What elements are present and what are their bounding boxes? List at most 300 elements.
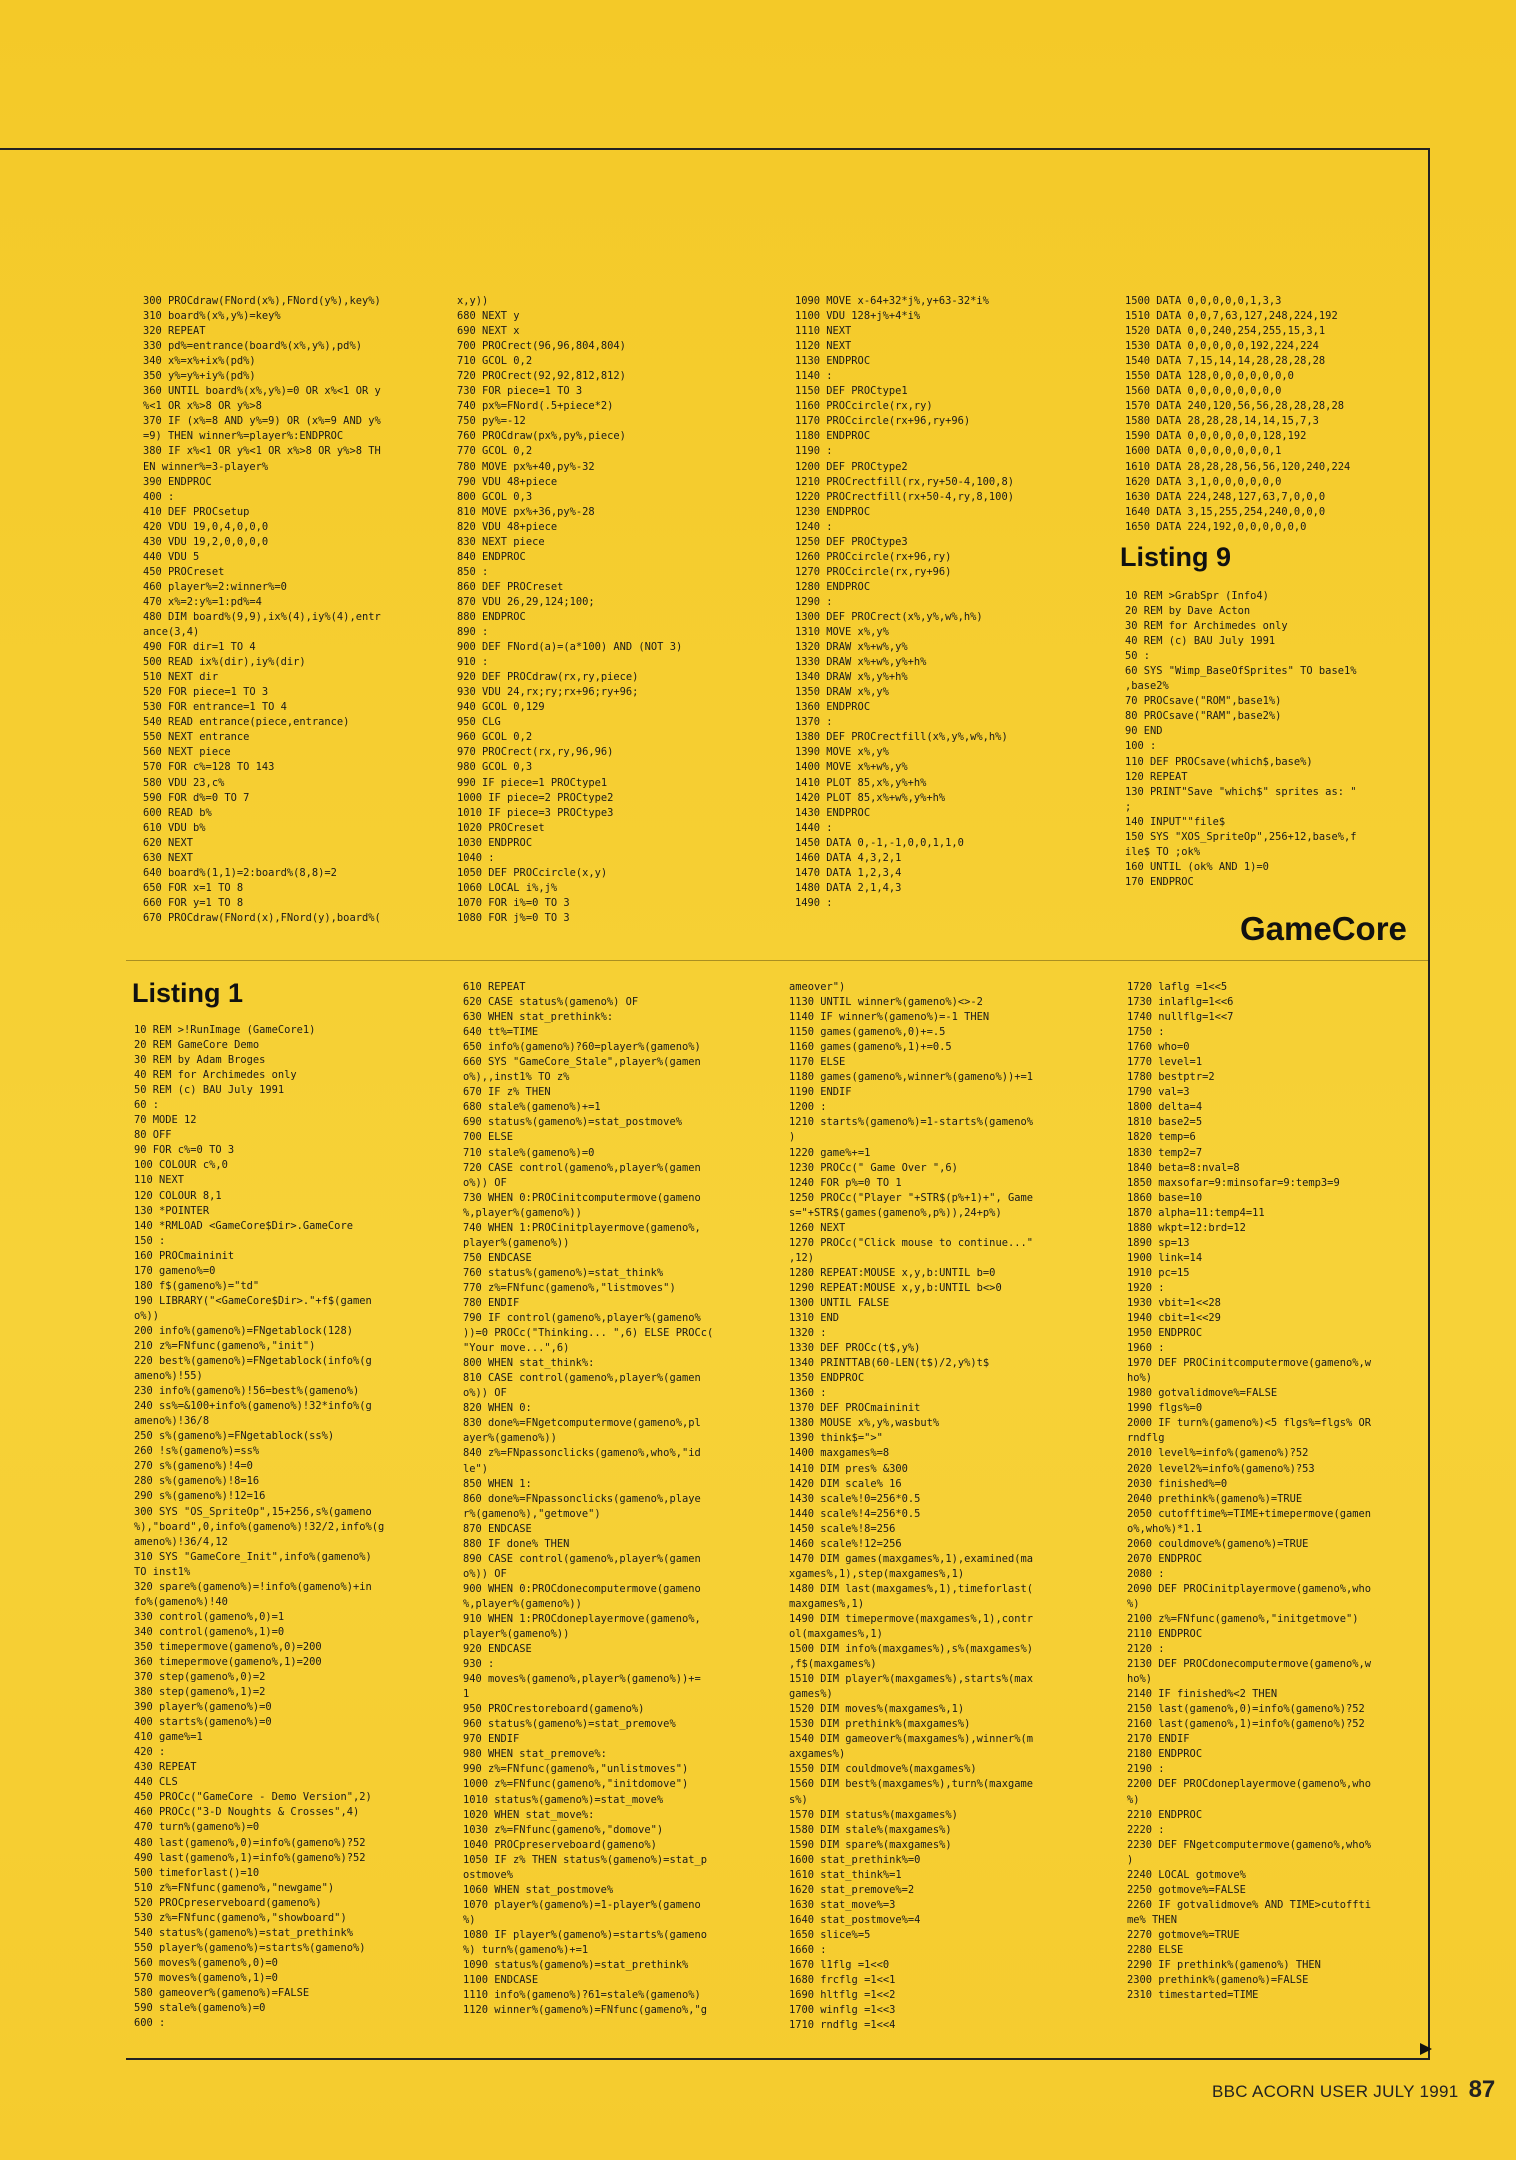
code-line: 1650 slice%=5: [789, 1928, 871, 1941]
code-line: 920 ENDCASE: [463, 1643, 532, 1656]
code-line: 2310 timestarted=TIME: [1127, 1989, 1259, 2002]
code-line: 720 PROCrect(92,92,812,812): [457, 370, 626, 383]
code-line: 1180 games(gameno%,winner%(gameno%))+=1: [789, 1071, 1033, 1084]
code-line: 100 :: [1125, 740, 1157, 753]
code-line: 710 GCOL 0,2: [457, 355, 533, 368]
code-line: %,player%(gameno%)): [463, 1206, 582, 1219]
code-line: 1120 winner%(gameno%)=FNfunc(gameno%,"g: [463, 2004, 707, 2017]
code-line: 350 timepermove(gameno%,0)=200: [134, 1640, 322, 1653]
code-line: 530 FOR entrance=1 TO 4: [143, 701, 287, 714]
code-line: 1000 z%=FNfunc(gameno%,"initdomove"): [463, 1778, 689, 1791]
code-line: 10 REM >!RunImage (GameCore1): [134, 1024, 316, 1036]
code-line: o%)): [134, 1309, 160, 1322]
section-divider: [126, 960, 1428, 961]
code-line: 670 PROCdraw(FNord(x),FNord(y),board%(: [143, 911, 381, 924]
code-line: 460 PROCc("3-D Noughts & Crosses",4): [134, 1806, 360, 1819]
code-line: 480 DIM board%(9,9),ix%(4),iy%(4),entr: [143, 610, 381, 623]
code-line: 1430 scale%!0=256*0.5: [789, 1492, 921, 1505]
code-line: 610 VDU b%: [143, 821, 206, 834]
code-line: 1860 base=10: [1127, 1191, 1203, 1204]
code-line: 1700 winflg =1<<3: [789, 2004, 896, 2017]
code-line: 1530 DIM prethink%(maxgames%): [789, 1718, 971, 1731]
code-line: 1630 stat_move%=3: [789, 1898, 896, 1911]
code-line: %<1 OR x%>8 OR y%>8: [143, 400, 262, 413]
code-line: 710 stale%(gameno%)=0: [463, 1146, 595, 1159]
code-line: 380 step(gameno%,1)=2: [134, 1686, 266, 1699]
code-line: 970 ENDIF: [463, 1733, 520, 1746]
code-line: 1610 stat_think%=1: [789, 1868, 902, 1881]
code-line: 2190 :: [1127, 1763, 1165, 1776]
code-line: 410 DEF PROCsetup: [143, 505, 250, 518]
code-line: 690 NEXT x: [457, 325, 520, 338]
code-line: 960 status%(gameno%)=stat_premove%: [463, 1718, 676, 1731]
code-line: o%),,inst1% TO z%: [463, 1071, 570, 1084]
code-line: 830 done%=FNgetcomputermove(gameno%,pl: [463, 1417, 701, 1430]
code-line: 760 PROCdraw(px%,py%,piece): [457, 430, 626, 443]
code-line: 930 VDU 24,rx;ry;rx+96;ry+96;: [457, 686, 639, 699]
code-line: 2000 IF turn%(gameno%)<5 flgs%=flgs% OR: [1127, 1417, 1371, 1430]
code-line: 2280 ELSE: [1127, 1944, 1184, 1956]
code-line: 660 SYS "GameCore_Stale",player%(gamen: [463, 1056, 701, 1069]
code-line: ))=0 PROCc("Thinking... ",6) ELSE PROCc(: [463, 1327, 714, 1340]
code-line: 760 status%(gameno%)=stat_think%: [463, 1266, 664, 1279]
code-line: 580 VDU 23,c%: [143, 776, 225, 789]
code-line: 1290 :: [795, 595, 833, 608]
code-line: ho%): [1127, 1673, 1153, 1686]
code-line: 60 SYS "Wimp_BaseOfSprites" TO base1%: [1125, 665, 1357, 678]
listing-9-heading: Listing 9: [1120, 542, 1232, 572]
top-listing-column-2: [457, 294, 777, 926]
code-line: 1900 link=14: [1127, 1251, 1203, 1264]
code-line: 860 DEF PROCreset: [457, 580, 564, 593]
code-line: 320 REPEAT: [143, 325, 206, 338]
listing-1-column-1: [134, 1023, 434, 2031]
code-line: 130 PRINT"Save "which$" sprites as: ": [1125, 785, 1357, 798]
code-line: 200 info%(gameno%)=FNgetablock(128): [134, 1324, 353, 1337]
code-line: 930 :: [463, 1658, 495, 1671]
code-line: 650 info%(gameno%)?60=player%(gameno%): [463, 1041, 701, 1054]
code-line: 360 UNTIL board%(x%,y%)=0 OR x%<1 OR y: [143, 385, 381, 398]
code-line: 310 SYS "GameCore_Init",info%(gameno%): [134, 1550, 372, 1563]
listing-1-column-2: [463, 980, 783, 2018]
code-line: ameover"): [789, 981, 846, 993]
code-line: 230 info%(gameno%)!56=best%(gameno%): [134, 1385, 360, 1398]
code-line: 1660 :: [789, 1944, 827, 1956]
code-line: 1350 DRAW x%,y%: [795, 686, 889, 699]
listing-1-heading: Listing 1: [132, 978, 244, 1008]
code-line: 2020 level2%=info%(gameno%)?53: [1127, 1462, 1315, 1475]
code-line: 1960 :: [1127, 1342, 1165, 1355]
code-line: 1480 DIM last(maxgames%,1),timeforlast(: [789, 1582, 1033, 1595]
code-line: 250 s%(gameno%)=FNgetablock(ss%): [134, 1430, 335, 1443]
code-line: 680 stale%(gameno%)+=1: [463, 1101, 601, 1114]
bottom-frame-rule: [126, 2058, 1430, 2060]
code-line: EN winner%=3-player%: [143, 460, 269, 473]
code-line: 650 FOR x=1 TO 8: [143, 881, 244, 894]
code-line: 620 CASE status%(gameno%) OF: [463, 996, 639, 1009]
code-line: 1470 DIM games(maxgames%,1),examined(ma: [789, 1552, 1033, 1565]
code-line: ,base2%: [1125, 680, 1169, 693]
code-line: 890 :: [457, 626, 489, 639]
code-line: 1760 who=0: [1127, 1041, 1190, 1054]
code-line: 170 gameno%=0: [134, 1264, 216, 1277]
code-line: 1430 ENDPROC: [795, 806, 871, 819]
code-line: 1710 rndflg =1<<4: [789, 2019, 896, 2032]
code-line: 1530 DATA 0,0,0,0,0,192,224,224: [1125, 340, 1319, 353]
code-line: 990 z%=FNfunc(gameno%,"unlistmoves"): [463, 1763, 689, 1776]
code-line: 110 DEF PROCsave(which$,base%): [1125, 755, 1313, 768]
code-line: 1780 bestptr=2: [1127, 1071, 1215, 1084]
code-line: 590 FOR d%=0 TO 7: [143, 791, 250, 804]
code-line: 1740 nullflg=1<<7: [1127, 1011, 1234, 1024]
code-line: 2140 IF finished%<2 THEN: [1127, 1688, 1278, 1701]
code-line: 810 CASE control(gameno%,player%(gamen: [463, 1372, 701, 1385]
code-line: 1480 DATA 2,1,4,3: [795, 881, 902, 894]
code-line: 1880 wkpt=12:brd=12: [1127, 1221, 1246, 1234]
code-line: 360 timepermove(gameno%,1)=200: [134, 1655, 322, 1668]
code-line: 550 player%(gameno%)=starts%(gameno%): [134, 1941, 366, 1954]
code-line: 700 PROCrect(96,96,804,804): [457, 340, 626, 353]
code-line: 1620 stat_premove%=2: [789, 1883, 915, 1896]
code-line: 410 game%=1: [134, 1731, 203, 1744]
code-line: 770 z%=FNfunc(gameno%,"listmoves"): [463, 1281, 676, 1294]
code-line: 1020 WHEN stat_move%:: [463, 1808, 595, 1821]
code-line: 1980 gotvalidmove%=FALSE: [1127, 1387, 1278, 1400]
code-line: 1000 IF piece=2 PROCtype2: [457, 791, 614, 804]
code-line: 420 :: [134, 1746, 166, 1759]
page-footer: [1212, 2076, 1495, 2104]
code-line: 50 REM (c) BAU July 1991: [134, 1084, 285, 1097]
code-line: 1130 ENDPROC: [795, 355, 871, 368]
code-line: 1260 NEXT: [789, 1221, 846, 1234]
publication-name: BBC ACORN USER JULY 1991: [1212, 2082, 1459, 2101]
code-line: 1850 maxsofar=9:minsofar=9:temp3=9: [1127, 1176, 1340, 1189]
code-line: 560 NEXT piece: [143, 746, 231, 759]
code-line: 400 starts%(gameno%)=0: [134, 1716, 272, 1729]
code-line: 1030 ENDPROC: [457, 836, 533, 849]
code-line: 470 x%=2:y%=1:pd%=4: [143, 595, 262, 608]
code-line: 1750 :: [1127, 1026, 1165, 1039]
code-line: 150 :: [134, 1234, 166, 1247]
code-line: 2290 IF prethink%(gameno%) THEN: [1127, 1959, 1321, 1972]
code-line: 440 CLS: [134, 1776, 178, 1789]
code-line: 40 REM for Archimedes only: [134, 1069, 297, 1082]
code-line: 1240 FOR p%=0 TO 1: [789, 1176, 902, 1189]
code-line: %,player%(gameno%)): [463, 1597, 582, 1610]
code-line: 1390 think$=">": [789, 1432, 883, 1445]
code-line: 390 player%(gameno%)=0: [134, 1701, 272, 1714]
code-line: 30 REM for Archimedes only: [1125, 620, 1288, 633]
code-line: 470 turn%(gameno%)=0: [134, 1821, 260, 1834]
code-line: =9) THEN winner%=player%:ENDPROC: [143, 430, 344, 443]
code-line: 900 DEF FNord(a)=(a*100) AND (NOT 3): [457, 641, 683, 654]
code-line: 850 WHEN 1:: [463, 1477, 532, 1490]
listing-1-column-4: [1127, 980, 1425, 2003]
code-line: 1500 DATA 0,0,0,0,0,1,3,3: [1125, 295, 1282, 307]
code-line: 1230 ENDPROC: [795, 505, 871, 518]
code-line: 1220 game%+=1: [789, 1146, 871, 1159]
code-line: 840 z%=FNpassonclicks(gameno%,who%,"id: [463, 1447, 701, 1460]
code-line: 1340 PRINTTAB(60-LEN(t$)/2,y%)t$: [789, 1357, 990, 1370]
code-line: r%(gameno%),"getmove"): [463, 1507, 601, 1520]
code-line: 550 NEXT entrance: [143, 731, 250, 744]
code-line: 220 best%(gameno%)=FNgetablock(info%(g: [134, 1355, 372, 1368]
code-line: 2040 prethink%(gameno%)=TRUE: [1127, 1492, 1303, 1505]
code-line: 620 NEXT: [143, 836, 194, 849]
code-line: 1: [463, 1688, 470, 1701]
code-line: 1160 games(gameno%,1)+=0.5: [789, 1041, 952, 1054]
continued-arrow-icon: [1420, 2043, 1432, 2055]
code-line: ameno%)!55): [134, 1370, 203, 1383]
code-line: 120 REPEAT: [1125, 770, 1188, 783]
code-line: %): [463, 1913, 476, 1926]
code-line: 2080 :: [1127, 1567, 1165, 1580]
code-line: 1420 DIM scale% 16: [789, 1477, 902, 1490]
code-line: 1680 frcflg =1<<1: [789, 1974, 896, 1987]
code-line: 330 pd%=entrance(board%(x%,y%),pd%): [143, 340, 362, 353]
code-line: ayer%(gameno%)): [463, 1432, 557, 1445]
code-line: 1580 DIM stale%(maxgames%): [789, 1823, 952, 1836]
code-line: 60 :: [134, 1099, 160, 1112]
code-line: 1310 MOVE x%,y%: [795, 626, 889, 639]
code-line: 1510 DIM player%(maxgames%),starts%(max: [789, 1673, 1033, 1686]
code-line: 1090 MOVE x-64+32*j%,y+63-32*i%: [795, 295, 989, 307]
code-line: 1570 DATA 240,120,56,56,28,28,28,28: [1125, 400, 1344, 413]
code-line: 40 REM (c) BAU July 1991: [1125, 635, 1276, 648]
code-line: 800 WHEN stat_think%:: [463, 1357, 595, 1370]
code-line: 2050 cutofftime%=TIME+timepermove(gamen: [1127, 1507, 1371, 1520]
code-line: 2240 LOCAL gotmove%: [1127, 1868, 1246, 1881]
code-line: 390 ENDPROC: [143, 475, 212, 488]
code-line: 680 NEXT y: [457, 310, 520, 323]
code-line: 540 status%(gameno%)=stat_prethink%: [134, 1926, 353, 1939]
code-line: 2250 gotmove%=FALSE: [1127, 1883, 1246, 1896]
code-line: 2130 DEF PROCdonecomputermove(gameno%,w: [1127, 1658, 1371, 1671]
code-line: 520 PROCpreserveboard(gameno%): [134, 1896, 322, 1909]
code-line: 1050 DEF PROCcircle(x,y): [457, 866, 608, 879]
code-line: ile$ TO ;ok%: [1125, 845, 1201, 858]
code-line: 1180 ENDPROC: [795, 430, 871, 443]
code-line: 1300 UNTIL FALSE: [789, 1296, 890, 1309]
code-line: 1520 DATA 0,0,240,254,255,15,3,1: [1125, 325, 1326, 338]
code-line: 2120 :: [1127, 1643, 1165, 1656]
code-line: 1800 delta=4: [1127, 1101, 1203, 1114]
code-line: 450 PROCreset: [143, 565, 225, 578]
code-line: 2090 DEF PROCinitplayermove(gameno%,who: [1127, 1582, 1371, 1595]
code-line: 1540 DATA 7,15,14,14,28,28,28,28: [1125, 355, 1326, 368]
code-line: 1370 :: [795, 716, 833, 729]
code-line: 500 timeforlast()=10: [134, 1866, 260, 1879]
code-line: 2210 ENDPROC: [1127, 1808, 1203, 1821]
code-line: 190 LIBRARY("<GameCore$Dir>."+f$(gamen: [134, 1294, 372, 1307]
code-line: 880 IF done% THEN: [463, 1537, 570, 1550]
code-line: 720 CASE control(gameno%,player%(gamen: [463, 1161, 701, 1174]
listing-1-column-3: [789, 980, 1109, 2033]
code-line: 490 FOR dir=1 TO 4: [143, 641, 256, 654]
code-line: 1190 ENDIF: [789, 1086, 852, 1099]
code-line: ance(3,4): [143, 626, 200, 639]
code-line: 2010 level%=info%(gameno%)?52: [1127, 1447, 1309, 1460]
code-line: 1820 temp=6: [1127, 1131, 1196, 1144]
code-line: 1280 REPEAT:MOUSE x,y,b:UNTIL b=0: [789, 1266, 996, 1279]
code-line: 590 stale%(gameno%)=0: [134, 2002, 266, 2015]
code-line: 820 WHEN 0:: [463, 1402, 532, 1415]
code-line: 1440 :: [795, 821, 833, 834]
code-line: me% THEN: [1127, 1913, 1178, 1926]
code-line: 1240 :: [795, 520, 833, 533]
code-line: rndflg: [1127, 1432, 1165, 1445]
code-line: 1560 DIM best%(maxgames%),turn%(maxgame: [789, 1778, 1033, 1791]
code-line: 1140 IF winner%(gameno%)=-1 THEN: [789, 1011, 990, 1024]
code-line: 600 :: [134, 2017, 166, 2030]
code-line: 20 REM GameCore Demo: [134, 1039, 260, 1052]
code-line: 420 VDU 19,0,4,0,0,0: [143, 520, 269, 533]
code-line: 610 REPEAT: [463, 981, 526, 993]
code-line: 1280 ENDPROC: [795, 580, 871, 593]
code-line: 1510 DATA 0,0,7,63,127,248,224,192: [1125, 310, 1338, 323]
code-line: 30 REM by Adam Broges: [134, 1054, 266, 1067]
code-line: 380 IF x%<1 OR y%<1 OR x%>8 OR y%>8 TH: [143, 445, 381, 458]
code-line: TO inst1%: [134, 1565, 191, 1578]
code-line: 1310 END: [789, 1312, 840, 1325]
code-line: 140 *RMLOAD <GameCore$Dir>.GameCore: [134, 1219, 353, 1232]
code-line: 100 COLOUR c%,0: [134, 1159, 228, 1172]
code-line: 1340 DRAW x%,y%+h%: [795, 671, 908, 684]
code-line: 70 PROCsave("ROM",base1%): [1125, 695, 1282, 708]
code-line: 1450 scale%!8=256: [789, 1522, 896, 1535]
code-line: maxgames%,1): [789, 1597, 865, 1610]
code-line: 940 moves%(gameno%,player%(gameno%))+=: [463, 1673, 701, 1686]
code-line: 450 PROCc("GameCore - Demo Version",2): [134, 1791, 372, 1804]
code-line: 870 ENDCASE: [463, 1522, 532, 1535]
code-line: 1200 :: [789, 1101, 827, 1114]
code-line: ol(maxgames%,1): [789, 1628, 883, 1641]
code-line: 1330 DEF PROCc(t$,y%): [789, 1342, 921, 1355]
code-line: 1260 PROCcircle(rx+96,ry): [795, 550, 952, 563]
code-line: 1690 hltflg =1<<2: [789, 1989, 896, 2002]
code-line: 2110 ENDPROC: [1127, 1628, 1203, 1641]
listing-9-code: [1125, 589, 1425, 890]
code-line: ): [789, 1131, 796, 1144]
code-line: 770 GCOL 0,2: [457, 445, 533, 458]
code-line: 1730 inlaflg=1<<6: [1127, 996, 1234, 1009]
code-line: 1380 MOUSE x%,y%,wasbut%: [789, 1417, 940, 1430]
code-line: xgames%,1),step(maxgames%,1): [789, 1567, 965, 1580]
code-line: 180 f$(gameno%)="td": [134, 1279, 260, 1292]
code-line: 310 board%(x%,y%)=key%: [143, 310, 281, 323]
code-line: o%)) OF: [463, 1387, 507, 1400]
code-line: player%(gameno%)): [463, 1236, 570, 1249]
code-line: 1920 :: [1127, 1281, 1165, 1294]
code-line: 370 IF (x%=8 AND y%=9) OR (x%=9 AND y%: [143, 415, 381, 428]
code-line: 1100 VDU 128+j%+4*i%: [795, 310, 921, 323]
code-line: 1460 scale%!12=256: [789, 1537, 902, 1550]
code-line: 1570 DIM status%(maxgames%): [789, 1808, 958, 1821]
code-line: 500 READ ix%(dir),iy%(dir): [143, 656, 306, 669]
code-line: 660 FOR y=1 TO 8: [143, 896, 244, 909]
code-line: 300 SYS "OS_SpriteOp",15+256,s%(gameno: [134, 1505, 372, 1518]
code-line: ameno%)!36/4,12: [134, 1535, 228, 1548]
code-line: 1270 PROCcircle(rx,ry+96): [795, 565, 952, 578]
code-line: 110 NEXT: [134, 1174, 185, 1187]
code-line: 1070 FOR i%=0 TO 3: [457, 896, 570, 909]
code-line: 1170 ELSE: [789, 1056, 846, 1069]
code-line: 1790 val=3: [1127, 1086, 1190, 1099]
code-line: 480 last(gameno%,0)=info%(gameno%)?52: [134, 1836, 366, 1849]
code-line: 1160 PROCcircle(rx,ry): [795, 400, 933, 413]
code-line: 1600 DATA 0,0,0,0,0,0,0,1: [1125, 445, 1282, 458]
code-line: 750 ENDCASE: [463, 1251, 532, 1264]
code-line: 520 FOR piece=1 TO 3: [143, 686, 269, 699]
code-line: 800 GCOL 0,3: [457, 490, 533, 503]
code-line: 1100 ENDCASE: [463, 1974, 539, 1987]
code-line: player%(gameno%)): [463, 1628, 570, 1641]
code-line: 1590 DIM spare%(maxgames%): [789, 1838, 952, 1851]
code-line: 1650 DATA 224,192,0,0,0,0,0,0: [1125, 520, 1307, 533]
code-line: 2060 couldmove%(gameno%)=TRUE: [1127, 1537, 1309, 1550]
code-line: 1270 PROCc("Click mouse to continue...": [789, 1236, 1033, 1249]
code-line: 870 VDU 26,29,124;100;: [457, 595, 595, 608]
code-line: ostmove%: [463, 1868, 514, 1881]
code-line: le"): [463, 1462, 489, 1475]
code-line: 1020 PROCreset: [457, 821, 545, 834]
code-line: 1010 IF piece=3 PROCtype3: [457, 806, 614, 819]
code-line: 740 WHEN 1:PROCinitplayermove(gameno%,: [463, 1221, 701, 1234]
code-line: ,f$(maxgames%): [789, 1658, 877, 1671]
code-line: 1380 DEF PROCrectfill(x%,y%,w%,h%): [795, 731, 1008, 744]
code-line: axgames%): [789, 1748, 846, 1761]
code-line: 160 PROCmaininit: [134, 1249, 235, 1262]
code-line: 840 ENDPROC: [457, 550, 526, 563]
code-line: ;: [1125, 800, 1132, 813]
code-line: 1040 :: [457, 851, 495, 864]
code-line: 330 control(gameno%,0)=1: [134, 1610, 285, 1623]
code-line: 1130 UNTIL winner%(gameno%)<>-2: [789, 996, 983, 1009]
code-line: 1810 base2=5: [1127, 1116, 1203, 1129]
code-line: 990 IF piece=1 PROCtype1: [457, 776, 608, 789]
code-line: 90 END: [1125, 725, 1163, 738]
code-line: x,y)): [457, 295, 489, 307]
code-line: 1470 DATA 1,2,3,4: [795, 866, 902, 879]
code-line: 1330 DRAW x%+w%,y%+h%: [795, 656, 927, 669]
code-line: s%): [789, 1793, 808, 1806]
code-line: 1110 info%(gameno%)?61=stale%(gameno%): [463, 1989, 701, 2002]
code-line: 1030 z%=FNfunc(gameno%,"domove"): [463, 1823, 664, 1836]
code-line: 780 ENDIF: [463, 1296, 520, 1309]
code-line: 580 gameover%(gameno%)=FALSE: [134, 1987, 310, 1999]
code-line: 2150 last(gameno%,0)=info%(gameno%)?52: [1127, 1703, 1365, 1716]
code-line: 430 REPEAT: [134, 1761, 197, 1774]
code-line: ho%): [1127, 1372, 1153, 1385]
code-line: 810 MOVE px%+36,py%-28: [457, 505, 595, 518]
code-line: 1720 laflg =1<<5: [1127, 981, 1228, 993]
code-line: 1370 DEF PROCmaininit: [789, 1402, 921, 1415]
code-line: 320 spare%(gameno%)=!info%(gameno%)+in: [134, 1580, 372, 1593]
code-line: 1250 DEF PROCtype3: [795, 535, 908, 548]
code-line: 900 WHEN 0:PROCdonecomputermove(gameno: [463, 1582, 701, 1595]
code-line: 1520 DIM moves%(maxgames%,1): [789, 1703, 965, 1716]
code-line: 1540 DIM gameover%(maxgames%),winner%(m: [789, 1733, 1033, 1746]
code-line: o%)) OF: [463, 1567, 507, 1580]
code-line: 1250 PROCc("Player "+STR$(p%+1)+", Game: [789, 1191, 1033, 1204]
code-line: o%,who%)*1.1: [1127, 1522, 1203, 1535]
code-line: fo%(gameno%)!40: [134, 1595, 228, 1608]
code-line: 160 UNTIL (ok% AND 1)=0: [1125, 860, 1269, 873]
code-line: 240 ss%=&100+info%(gameno%)!32*info%(g: [134, 1400, 372, 1413]
code-line: 1490 :: [795, 896, 833, 909]
code-line: 1080 FOR j%=0 TO 3: [457, 911, 570, 924]
code-line: 1400 MOVE x%+w%,y%: [795, 761, 908, 774]
